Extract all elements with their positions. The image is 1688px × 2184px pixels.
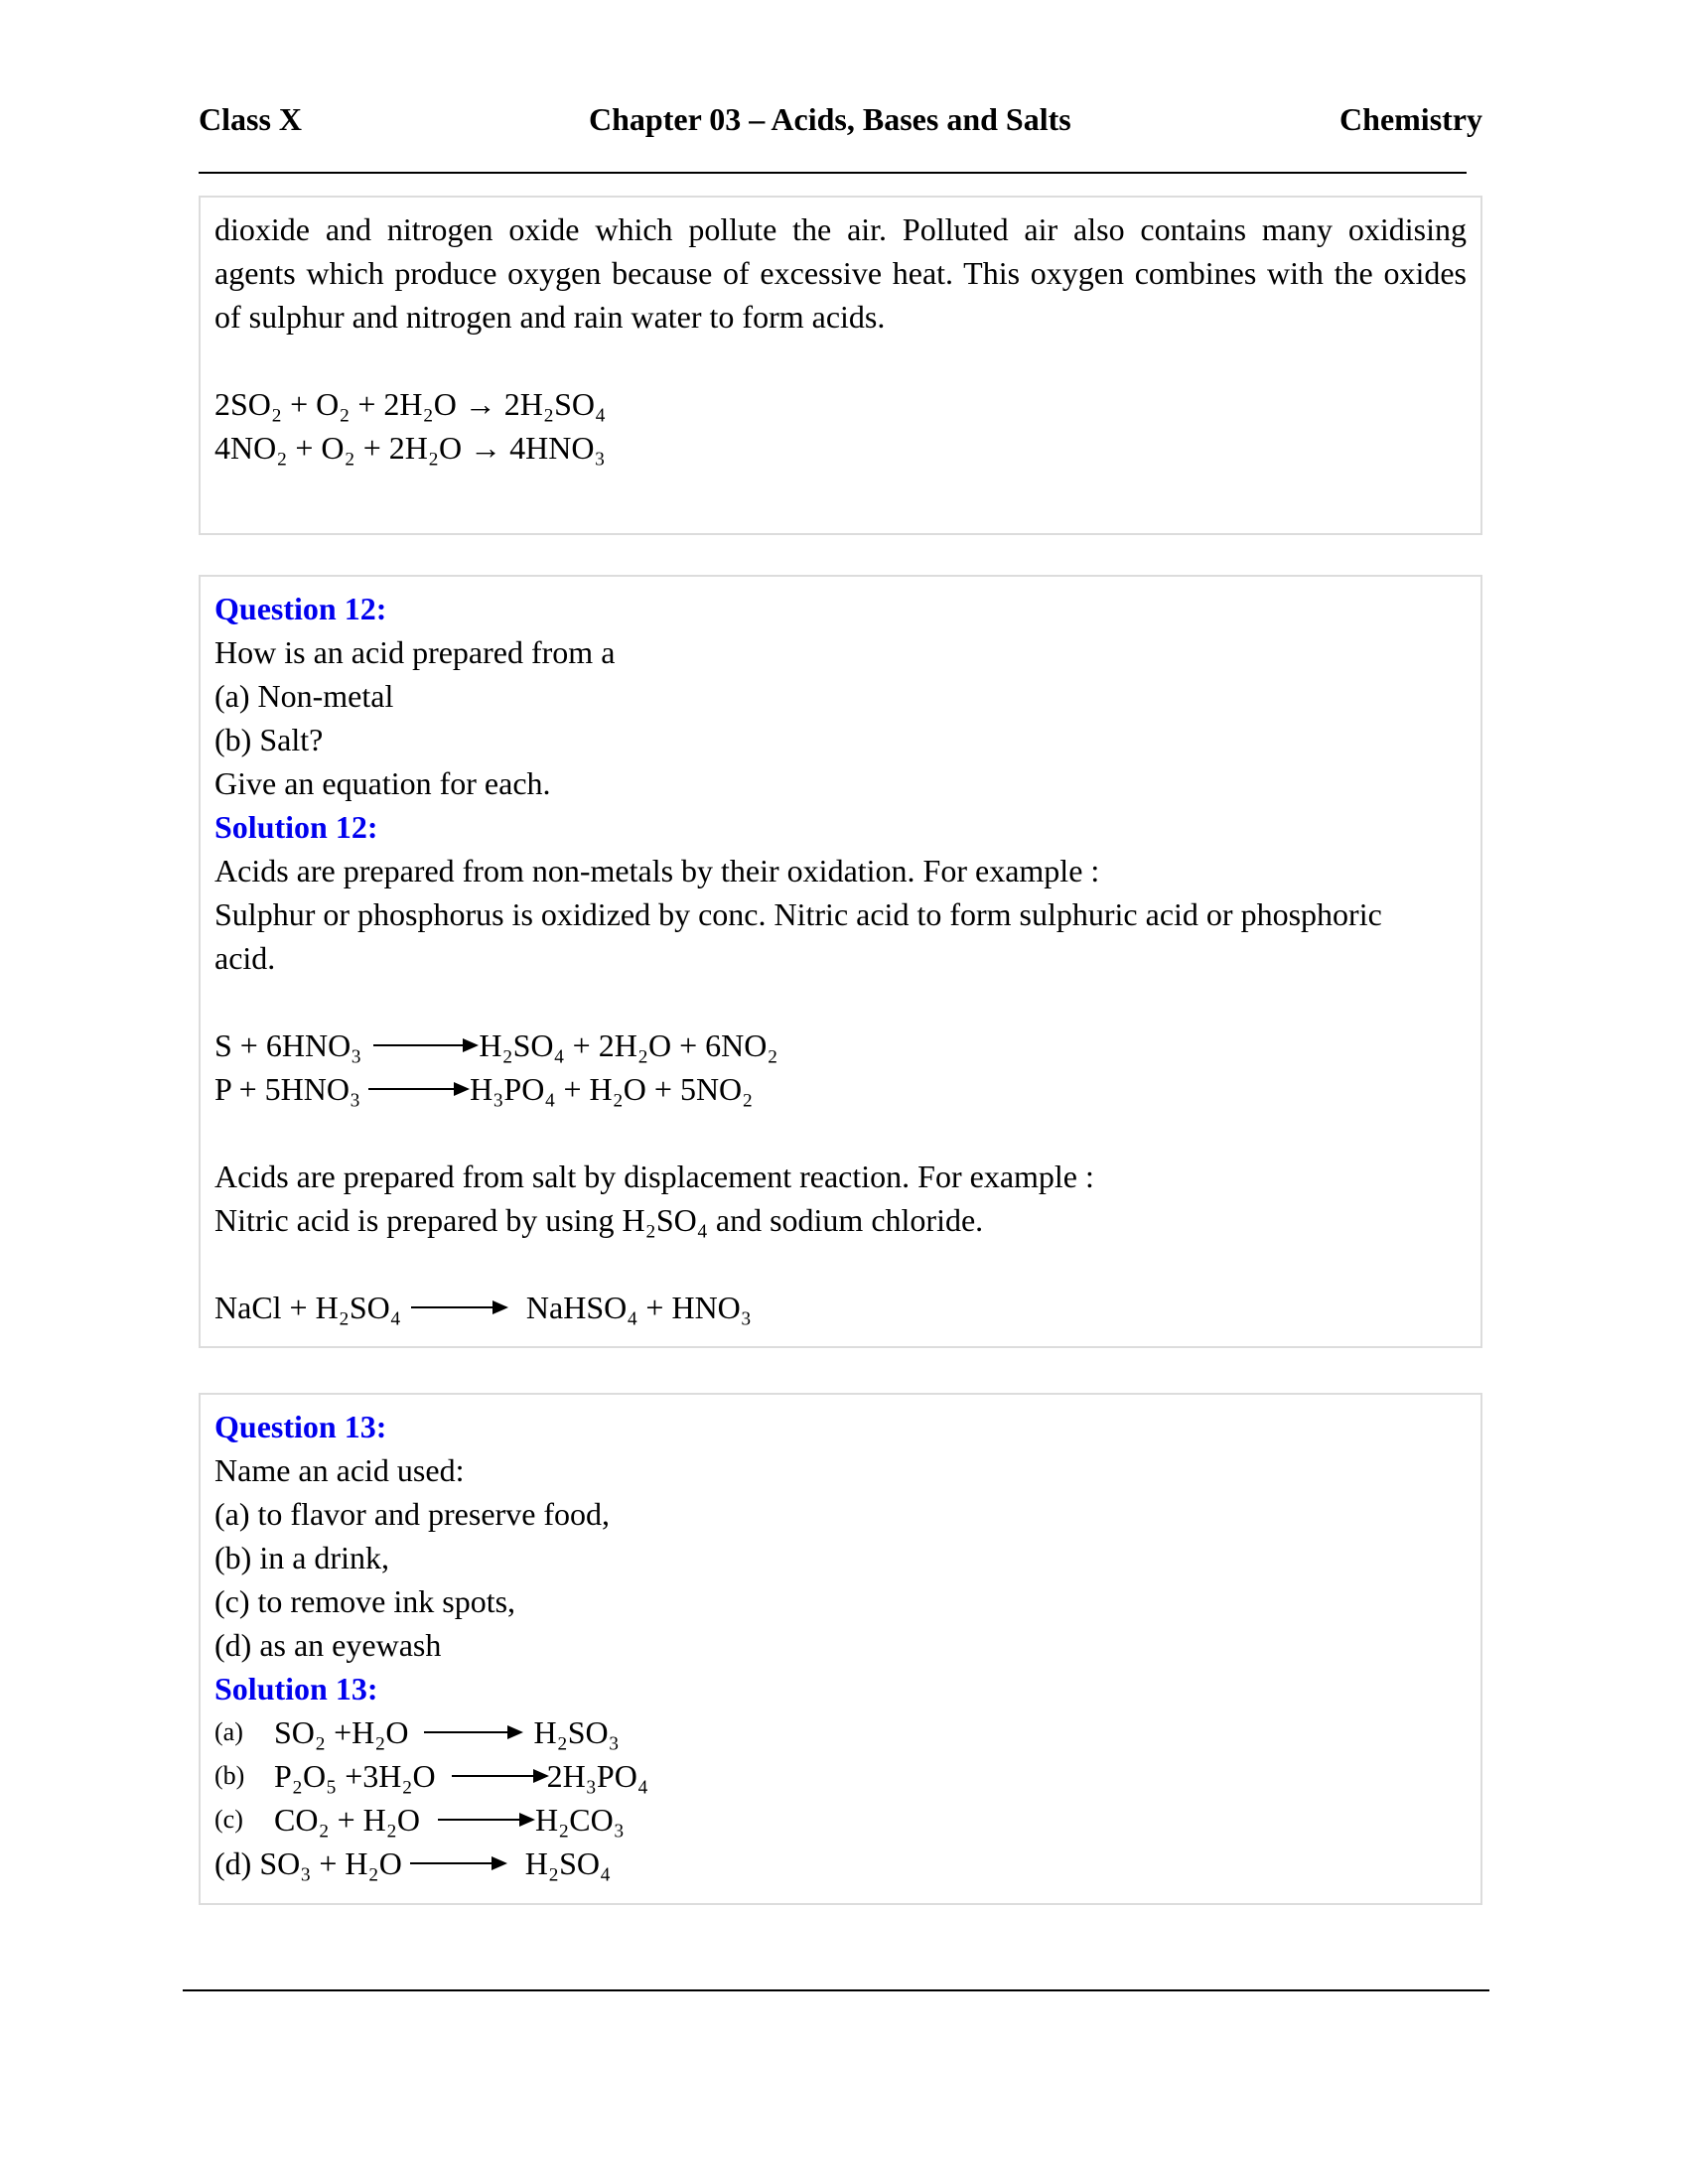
- solution-line: acid.: [214, 940, 276, 976]
- answer-a: [214, 1710, 1467, 1754]
- reaction-arrow-icon: [452, 1775, 547, 1777]
- equation-lhs: S + 6HNO₃: [214, 1027, 362, 1063]
- solution-12-label: Solution 12:: [214, 809, 378, 845]
- equation-lhs: NaCl + H₂SO₄: [214, 1290, 401, 1325]
- continuation-box: [199, 196, 1482, 535]
- solution-13-label: Solution 13:: [214, 1671, 378, 1706]
- equation-rhs: 2H₃PO₄: [546, 1758, 648, 1794]
- question-12-label: Question 12:: [214, 591, 387, 626]
- question-13-box: [199, 1393, 1482, 1905]
- equation-rhs: H₂SO₄: [524, 1845, 612, 1881]
- answer-b: [214, 1754, 1467, 1798]
- equation-lhs: SO₃ + H₂O: [259, 1845, 402, 1881]
- equation-rhs: H₂SO₄ + 2H₂O + 6NO₂: [479, 1027, 778, 1063]
- equation-nacl: [214, 1286, 1467, 1329]
- equation-lhs: P + 5HNO₃: [214, 1071, 361, 1107]
- reaction-arrow-icon: [410, 1862, 505, 1864]
- question-13-label: Question 13:: [214, 1409, 387, 1444]
- reaction-arrow-icon: [373, 1044, 477, 1046]
- answer-c: [214, 1798, 1467, 1842]
- question-line: (b) in a drink,: [214, 1540, 389, 1575]
- equation-lhs: SO₂ +H₂O: [274, 1714, 409, 1750]
- header-class: Class X: [199, 101, 303, 137]
- equation-rhs: H₃PO₄ + H₂O + 5NO₂: [470, 1071, 754, 1107]
- answer-label: (b): [214, 1761, 245, 1790]
- reaction-arrow-icon: [424, 1731, 521, 1733]
- equation-rhs: H₂CO₃: [535, 1802, 625, 1838]
- equation-no2: 4NO₂ + O₂ + 2H₂O → 4HNO₃: [214, 430, 606, 466]
- question-line: (a) Non-metal: [214, 678, 394, 714]
- header-chapter-title: Chapter 03 – Acids, Bases and Salts: [589, 101, 1071, 137]
- paragraph-line: agents which produce oxygen because of excessive heat. This oxygen combines with the oxides: [214, 255, 1467, 291]
- paragraph-line: dioxide and nitrogen oxide which pollute the air. Polluted air also contains many oxidising: [214, 211, 1467, 247]
- answer-label: (d): [214, 1845, 252, 1881]
- equation-lhs: CO₂ + H₂O: [274, 1802, 421, 1838]
- answer-d: [214, 1842, 1467, 1885]
- reaction-arrow-icon: [438, 1819, 533, 1821]
- question-line: (a) to flavor and preserve food,: [214, 1496, 611, 1532]
- question-line: (c) to remove ink spots,: [214, 1583, 516, 1619]
- solution-line: Sulphur or phosphorus is oxidized by conc. Nitric acid to form sulphuric acid or phosphoric: [214, 896, 1382, 932]
- equation-rhs: NaHSO₄ + HNO₃: [525, 1290, 752, 1325]
- header-divider: [199, 172, 1467, 174]
- equation-so2: 2SO₂ + O₂ + 2H₂O → 2H₂SO₄: [214, 386, 607, 422]
- question-line: (b) Salt?: [214, 722, 324, 757]
- header-subject: Chemistry: [1339, 101, 1482, 137]
- question-line: Name an acid used:: [214, 1452, 465, 1488]
- solution-line: Acids are prepared from non-metals by their oxidation. For example :: [214, 853, 1100, 888]
- reaction-arrow-icon: [368, 1088, 468, 1090]
- reaction-arrow-icon: [411, 1306, 506, 1308]
- question-12-box: [199, 575, 1482, 1348]
- equation-rhs: H₂SO₃: [533, 1714, 620, 1750]
- solution-line: Nitric acid is prepared by using H₂SO₄ and sodium chloride.: [214, 1202, 984, 1238]
- solution-line: Acids are prepared from salt by displacement reaction. For example :: [214, 1159, 1094, 1194]
- equation-phosphorus: [214, 1067, 1467, 1111]
- question-line: Give an equation for each.: [214, 765, 551, 801]
- question-line: (d) as an eyewash: [214, 1627, 442, 1663]
- question-line: How is an acid prepared from a: [214, 634, 616, 670]
- equation-lhs: P₂O₅ +3H₂O: [274, 1758, 436, 1794]
- footer-divider: [183, 1989, 1489, 1991]
- equation-sulphur: [214, 1024, 1467, 1067]
- paragraph-line: of sulphur and nitrogen and rain water to form acids.: [214, 299, 886, 335]
- answer-label: (a): [214, 1717, 243, 1746]
- answer-label: (c): [214, 1805, 243, 1834]
